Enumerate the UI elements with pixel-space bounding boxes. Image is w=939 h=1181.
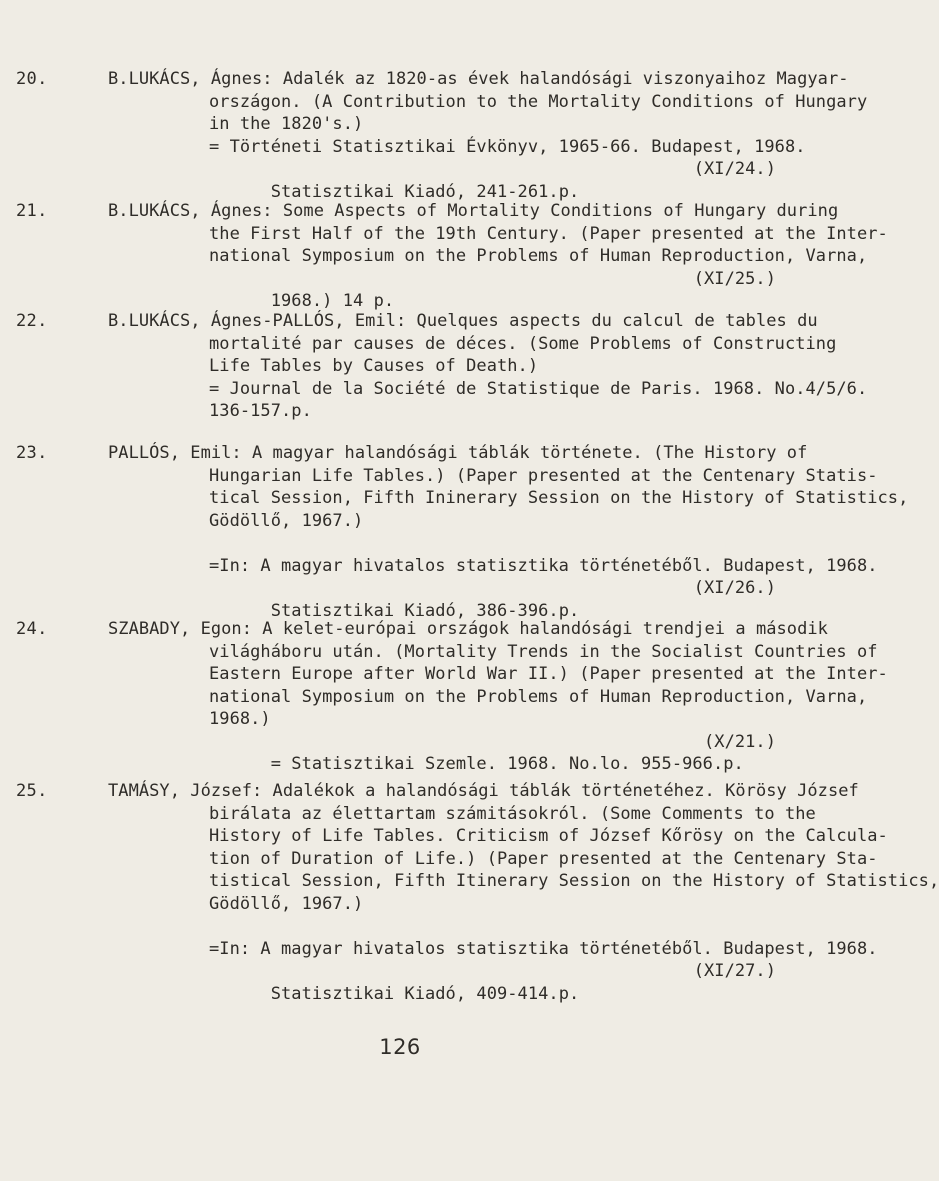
entry-line: tistical Session, Fifth Itinerary Session on the History of Statistics, [209,871,939,891]
reference-code: (XI/25.) [693,268,776,289]
entry-line: világháboru után. (Mortality Trends in the Socialist Countries of [209,641,878,662]
reference-code: (X/21.) [704,731,776,752]
entry-line: tion of Duration of Life.) (Paper presented at the Centenary Sta- [209,848,878,869]
entry-line: Eastern Europe after World War II.) (Paper presented at the Inter- [209,664,888,684]
entry-number: 21. [16,201,48,221]
entry-line: Statisztikai Kiadó, 241-261.p. [270,181,580,202]
entry-line: PALLÓS, Emil: A magyar halandósági táblák története. (The History of [108,443,808,463]
bibliography-entry-20 [0,68,868,202]
page-number: 126 [379,1035,421,1059]
blank-line [0,532,800,555]
reference-code: (XI/24.) [693,159,776,179]
entry-number: 22. [16,311,48,331]
bibliography-entry-25 [0,780,939,1004]
bibliography-entry-21 [0,200,888,311]
entry-line: SZABADY, Egon: A kelet-európai országok halandósági trendjei a második [108,619,828,639]
entry-line: mortalité par causes de déces. (Some Problems of Constructing [209,333,837,354]
entry-number: 20. [16,69,48,89]
entry-line: Life Tables by Causes of Death.) [209,356,539,376]
entry-line: B.LUKÁCS, Ágnes: Adalék az 1820-as évek halandósági viszonyaihoz Magyar- [108,69,849,89]
entry-last-line [0,731,800,774]
entry-line: national Symposium on the Problems of Human Reproduction, Varna, [209,686,868,707]
entry-last-line [0,960,800,1004]
entry-line: Hungarian Life Tables.) (Paper presented at the Centenary Statis- [209,465,878,486]
entry-line: in the 1820's.) [209,114,364,134]
entry-line: tical Session, Fifth Ininerary Session on the History of Statistics, [209,488,909,508]
entry-last-line [0,268,800,311]
entry-line: 136-157.p. [209,401,312,421]
entry-line: =In: A magyar hivatalos statisztika történetéből. Budapest, 1968. [209,555,878,576]
entry-line: the First Half of the 19th Century. (Paper presented at the Inter- [209,223,888,244]
entry-number: 24. [16,619,48,639]
entry-last-line [0,158,800,202]
entry-line: országon. (A Contribution to the Mortality Conditions of Hungary [209,91,868,112]
entry-last-line [0,577,800,621]
entry-line: History of Life Tables. Criticism of József Kőrösy on the Calcula- [209,826,888,846]
entry-number: 23. [16,443,48,463]
bibliography-entry-24 [0,618,888,774]
entry-line: national Symposium on the Problems of Human Reproduction, Varna, [209,246,868,266]
entry-line: = Journal de la Société de Statistique de Paris. 1968. No.4/5/6. [209,378,868,399]
entry-line: 1968.) 14 p. [270,291,395,311]
entry-line: Statisztikai Kiadó, 386-396.p. [270,600,580,621]
entry-line: TAMÁSY, József: Adalékok a halandósági táblák történetéhez. Körösy József [108,781,859,801]
bibliography-entry-22 [0,310,868,423]
entry-number: 25. [16,781,48,801]
entry-line: Gödöllő, 1967.) [209,893,364,914]
entry-line: B.LUKÁCS, Ágnes-PALLÓS, Emil: Quelques aspects du calcul de tables du [108,311,818,331]
reference-code: (XI/27.) [693,961,776,981]
blank-line [0,915,800,938]
entry-line: birálata az élettartam számitásokról. (Some Comments to the [209,803,816,824]
entry-line: Gödöllő, 1967.) [209,510,364,531]
entry-line: 1968.) [209,709,271,729]
entry-line: B.LUKÁCS, Ágnes: Some Aspects of Mortality Conditions of Hungary during [108,201,839,221]
entry-line: Statisztikai Kiadó, 409-414.p. [270,983,580,1004]
entry-line: = Statisztikai Szemle. 1968. No.lo. 955-966.p. [270,754,744,774]
bibliography-entry-23 [0,442,909,621]
reference-code: (XI/26.) [693,578,776,598]
entry-line: =In: A magyar hivatalos statisztika történetéből. Budapest, 1968. [209,938,878,959]
entry-line: = Történeti Statisztikai Évkönyv, 1965-66. Budapest, 1968. [209,136,806,157]
